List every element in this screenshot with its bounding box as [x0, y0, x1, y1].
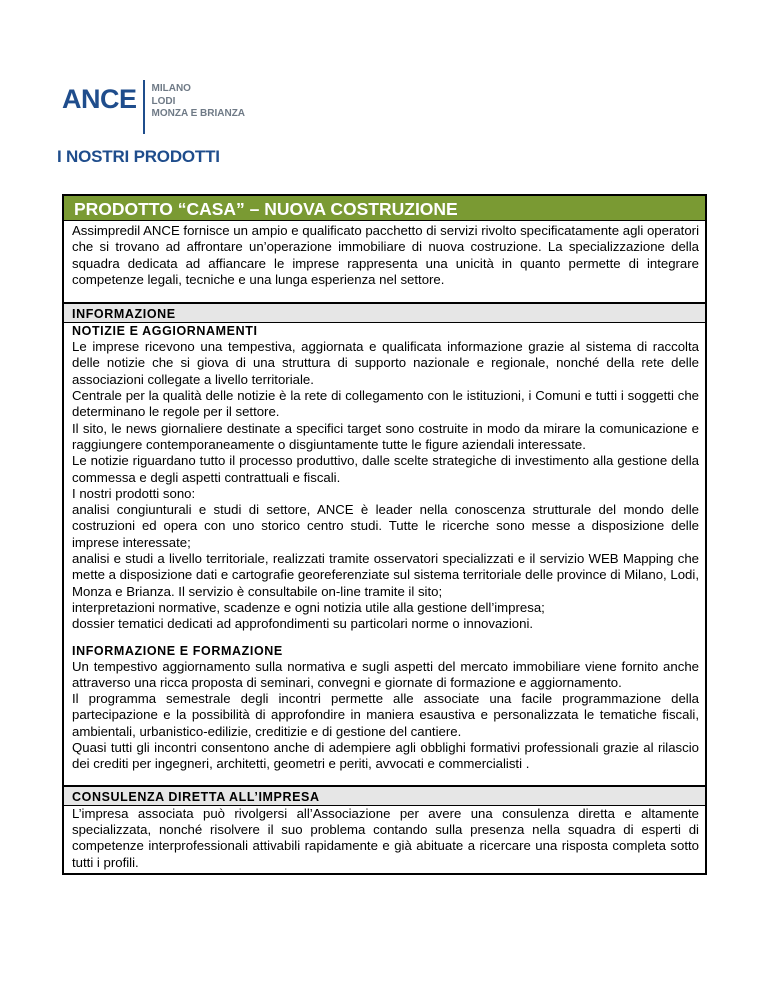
consulenza-heading: CONSULENZA DIRETTA ALL’IMPRESA [64, 787, 705, 806]
logo-brand: ANCE [62, 84, 137, 114]
notizie-paragraph: Centrale per la qualità delle notizie è la rete di collegamento con le istituzioni, i Comuni e tutti i soggetti che determinano le regole per il settore. [72, 388, 699, 420]
notizie-paragraph: Le notizie riguardano tutto il processo produttivo, dalle scelte strategiche di investimento alla gestione della commessa e degli aspetti contrattuali e fiscali. [72, 453, 699, 485]
consulenza-text: L’impresa associata può rivolgersi all’Associazione per avere una consulenza diretta e altamente specializzata, nonché risolvere il suo problema contando sulla presenza nella squadra di esperti di competenze interprofessionali attivabili rapidamente e già abituate a ricercare una risposta completa sotto tutti i profili. [72, 805, 699, 870]
intro-text: Assimpredil ANCE fornisce un ampio e qualificato pacchetto di servizi rivolto specificatamente agli operatori che si trovano ad affrontare un’operazione immobiliare di nuova costruzione. La specializzazione della squadra dedicata ad affiancare le imprese rappresenta una unicità in quanto permette di integrare competenze legali, tecniche e una lunga esperienza nel settore. [72, 223, 699, 287]
informazione-section [64, 323, 705, 786]
ance-logo [62, 80, 245, 134]
consulenza-section [64, 806, 705, 873]
logo-line-lodi: LODI [151, 95, 176, 107]
formazione-heading: INFORMAZIONE E FORMAZIONE [72, 643, 283, 658]
informazione-heading: INFORMAZIONE [64, 304, 705, 323]
page-title: I NOSTRI PRODOTTI [57, 147, 220, 166]
notizie-paragraph: analisi congiunturali e studi di settore, ANCE è leader nella conoscenza strutturale del mondo delle costruzioni ed opera con uno storico centro studi. Tutte le ricerche sono messe a disposizione delle imprese interessate; [72, 502, 699, 550]
notizie-paragraph: dossier tematici dedicati ad approfondimenti su particolari norme o innovazioni. [72, 616, 534, 632]
notizie-paragraph: I nostri prodotti sono: [72, 485, 196, 501]
formazione-paragraph: Il programma semestrale degli incontri permette alle associate una facile programmazione della partecipazione e la possibilità di approfondire in maniera esaustiva e personalizzata le tematiche fiscali, ambientali, urbanistico-edilizie, creditizie e di gestione del cantiere. [72, 691, 699, 739]
logo-line-milano: MILANO [151, 83, 191, 94]
notizie-paragraph: interpretazioni normative, scadenze e ogni notizia utile alla gestione dell’impresa; [72, 599, 545, 615]
notizie-paragraph: Le imprese ricevono una tempestiva, aggiornata e qualificata informazione grazie al sistema di raccolta delle notizie che si giova di una struttura di supporto nazionale e regionale, nonché della rete delle associazioni collegate a livello territoriale. [72, 339, 699, 387]
product-title: PRODOTTO “CASA” – NUOVA COSTRUZIONE [64, 196, 705, 221]
logo-locations [152, 83, 246, 121]
product-table [62, 194, 707, 875]
logo-line-monza: MONZA E BRIANZA [151, 108, 246, 119]
spacer [72, 633, 699, 643]
notizie-paragraph: Il sito, le news giornaliere destinate a specifici target sono costruite in modo da mirare la comunicazione e raggiungere contemporaneamente o disgiuntamente tutte le figure aziendali interessate. [72, 420, 699, 452]
logo-divider [143, 80, 145, 134]
formazione-paragraph: Quasi tutti gli incontri consentono anche di adempiere agli obblighi formativi professionali grazie al rilascio dei crediti per ingegneri, architetti, geometri e periti, avvocati e commercialisti . [72, 740, 699, 772]
notizie-heading: NOTIZIE E AGGIORNAMENTI [72, 324, 258, 339]
product-intro [64, 221, 705, 304]
formazione-paragraph: Un tempestivo aggiornamento sulla normativa e sugli aspetti del mercato immobiliare viene fornito anche attraverso una ricca proposta di seminari, convegni e giornate di formazione e aggiornamento. [72, 658, 699, 690]
notizie-paragraph: analisi e studi a livello territoriale, realizzati tramite osservatori specializzati e il servizio WEB Mapping che mette a disposizione dati e cartografie georeferenziate sul sistema territoriale delle province di Milano, Lodi, Monza e Brianza. Il servizio è consultabile on-line tramite il sito; [72, 551, 699, 599]
